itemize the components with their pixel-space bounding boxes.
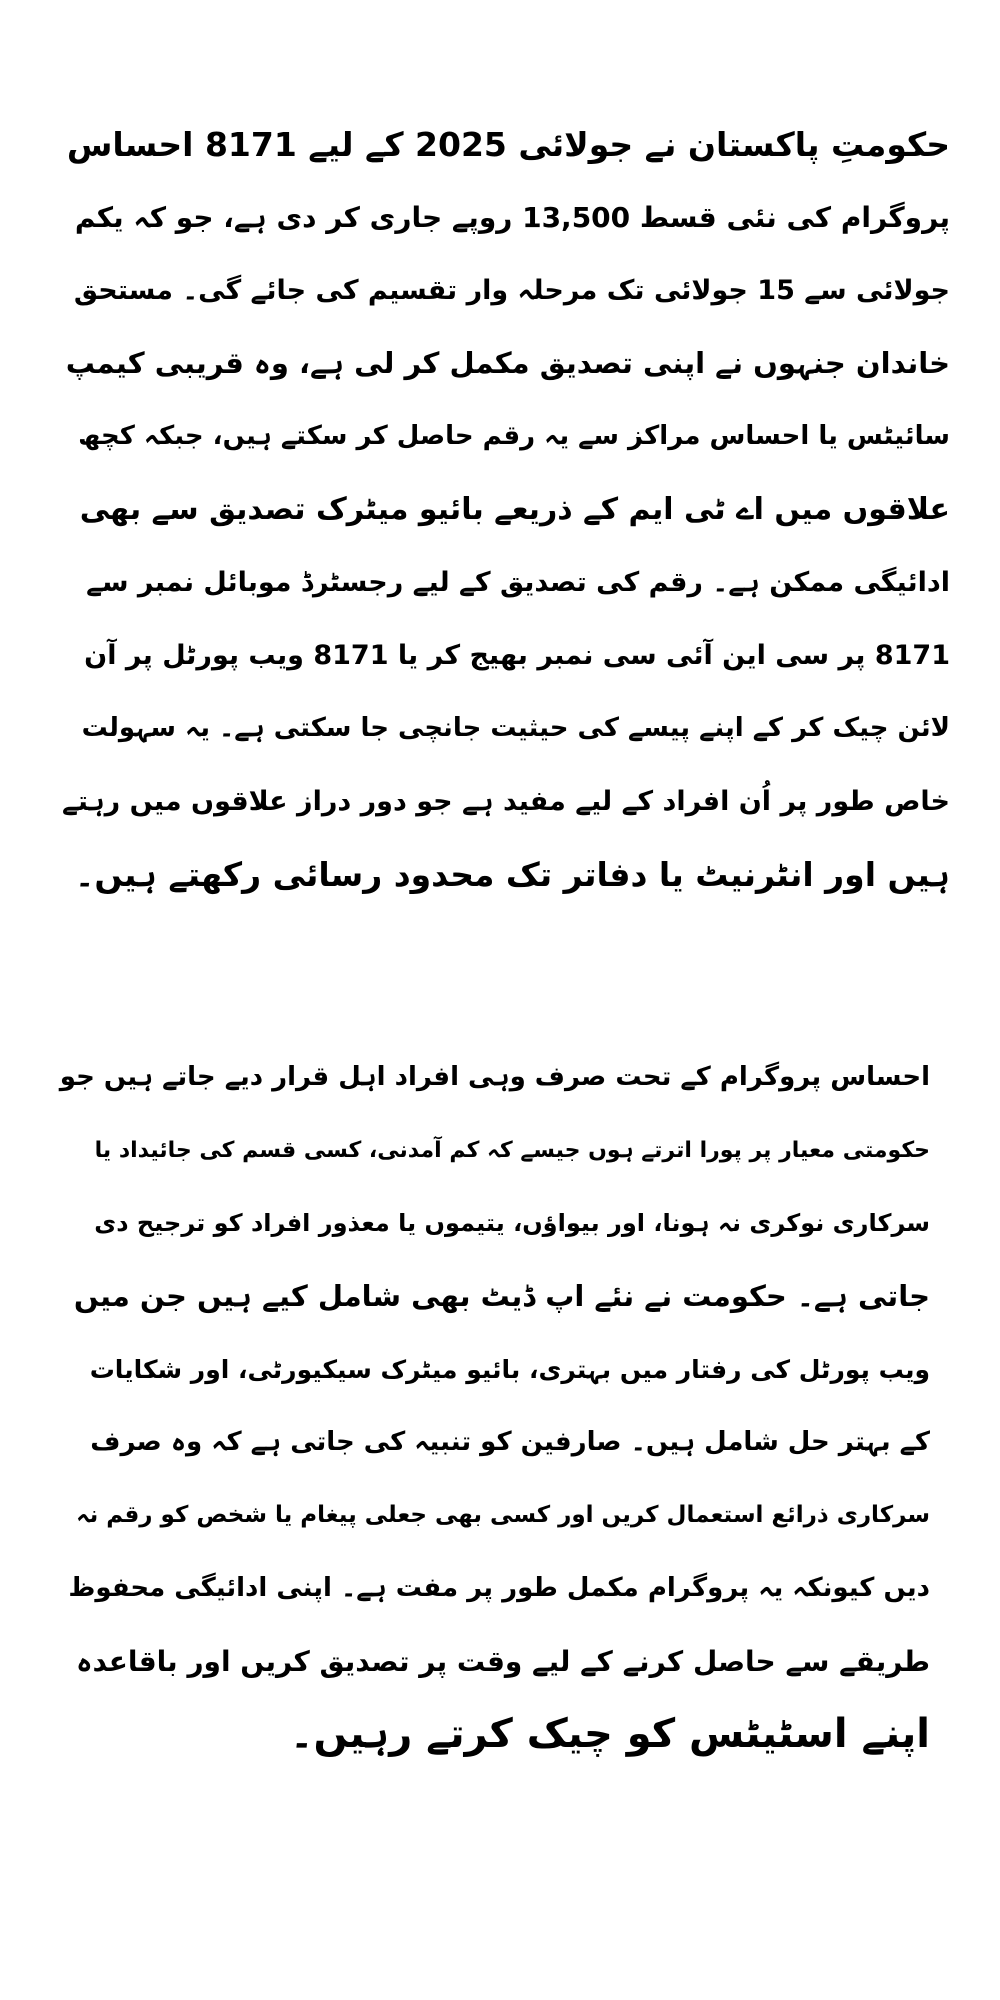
paragraph-line: جاتی ہے۔ حکومت نے نئے اپ ڈیٹ بھی شامل کیے ہیں جن میں	[73, 1279, 930, 1313]
paragraph-ehsaas-installment	[60, 108, 960, 911]
paragraph-line: علاقوں میں اے ٹی ایم کے ذریعے بائیو میٹرک تصدیق سے بھی	[79, 492, 950, 527]
paragraph-line: کے بہتر حل شامل ہیں۔ صارفین کو تنبیہ کی جاتی ہے کہ وہ صرف	[90, 1427, 930, 1457]
paragraph-line: لائن چیک کر کے اپنے پیسے کی حیثیت جانچی جا سکتی ہے۔ یہ سہولت	[81, 713, 950, 743]
paragraph-line: ویب پورٹل کی رفتار میں بہتری، بائیو میٹرک سیکیورٹی، اور شکایات	[89, 1355, 930, 1384]
article-body	[60, 108, 960, 1771]
paragraph-line: پروگرام کی نئی قسط 13,500 روپے جاری کر دی ہے، جو کہ یکم	[74, 201, 950, 234]
paragraph-line: حکومتِ پاکستان نے جولائی 2025 کے لیے 8171 احساس	[66, 125, 950, 164]
paragraph-line: ہیں اور انٹرنیٹ یا دفاتر تک محدود رسائی رکھتے ہیں۔	[75, 855, 950, 894]
paragraph-line: 8171 پر سی این آئی سی نمبر بھیج کر یا 8171 ویب پورٹل پر آن	[84, 640, 950, 671]
paragraph-line: خاص طور پر اُن افراد کے لیے مفید ہے جو دور دراز علاقوں میں رہتے	[61, 786, 950, 817]
paragraph-line: سرکاری نوکری نہ ہونا، اور بیواؤں، یتیموں یا معذور افراد کو ترجیح دی	[94, 1209, 930, 1237]
paragraph-line: طریقے سے حاصل کرنے کے لیے وقت پر تصدیق کریں اور باقاعدہ	[76, 1645, 930, 1678]
paragraph-line: خاندان جنہوں نے اپنی تصدیق مکمل کر لی ہے، وہ قریبی کیمپ	[65, 346, 950, 380]
paragraph-eligibility	[60, 1041, 960, 1771]
paragraph-line: اپنے اسٹیٹس کو چیک کرتے رہیں۔	[290, 1711, 930, 1757]
paragraph-line: حکومتی معیار پر پورا اترتے ہوں جیسے کہ کم آمدنی، کسی قسم کی جائیداد یا	[94, 1138, 930, 1163]
paragraph-line: احساس پروگرام کے تحت صرف وہی افراد اہل قرار دیے جاتے ہیں جو	[59, 1062, 930, 1092]
paragraph-line: سائیٹس یا احساس مراکز سے یہ رقم حاصل کر سکتے ہیں، جبکہ کچھ	[78, 421, 950, 451]
paragraph-line: سرکاری ذرائع استعمال کریں اور کسی بھی جعلی پیغام یا شخص کو رقم نہ	[76, 1502, 930, 1528]
paragraph-line: ادائیگی ممکن ہے۔ رقم کی تصدیق کے لیے رجسٹرڈ موبائل نمبر سے	[86, 567, 950, 598]
paragraph-line: دیں کیونکہ یہ پروگرام مکمل طور پر مفت ہے۔ اپنی ادائیگی محفوظ	[68, 1573, 930, 1603]
paragraph-line: جولائی سے 15 جولائی تک مرحلہ وار تقسیم کی جائے گی۔ مستحق	[73, 275, 950, 306]
